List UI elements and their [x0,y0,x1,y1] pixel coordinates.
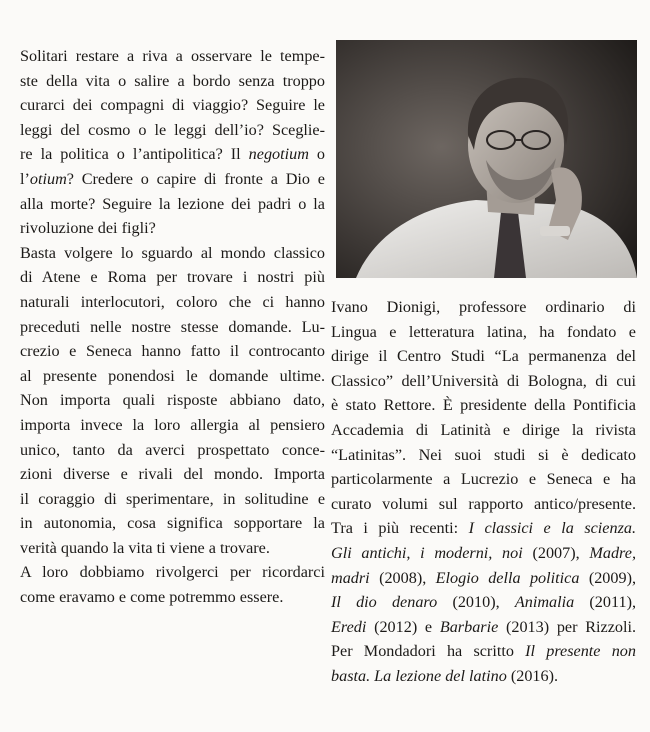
text-line: Eredi (2012) e Barbarie (2013) per Rizzoli. [331,617,637,636]
text-line: re la politica o l’antipolitica? Il negotium o [20,145,326,164]
text-line: ste della vita o salire a bordo senza troppo [20,71,325,90]
text-line: Ivano Dionigi, professore ordinario di [331,298,636,316]
right-column-text [331,295,636,689]
text-line: unico, tanto da averci prospettato conce- [20,440,325,459]
text-line: curarci dei compagni di viaggio? Seguire le [20,96,325,115]
text-line: Classico” dell’Università di Bologna, di cui [331,371,636,390]
text-line: preceduti nelle nostre stesse domande. Lu- [20,317,325,336]
text-line: dirige il Centro Studi “La permanenza del [331,347,636,366]
text-line: Per Mondadori ha scritto Il presente non [331,642,636,661]
author-photo [336,40,637,278]
text-line: l’otium? Credere o capire di fronte a Dio e [20,169,325,188]
text-line: verità quando la vita ti viene a trovare. [20,538,270,557]
left-column-text [20,44,325,610]
text-line: al presente ponendosi le domande ultime. [20,366,325,385]
text-line: zioni diverse e rivali del mondo. Importa [20,465,325,484]
text-line: Gli antichi, i moderni, noi (2007), Madre, [331,543,636,562]
text-line: curato volumi sul rapporto antico/presente. [331,494,636,513]
text-line: Lingua e letteratura latina, ha fondato e [331,322,636,341]
text-line: crezio e Seneca hanno fatto il controcanto [20,342,325,361]
text-line: leggi del cosmo o le leggi dell’io? Sceglie- [20,120,325,139]
text-line: in autonomia, cosa significa sopportare la [20,514,325,533]
text-line: “Latinitas”. Nei suoi studi si è dedicato [331,445,636,464]
text-line: alla morte? Seguire la lezione dei padri o la [20,194,325,213]
text-line: Solitari restare a riva a osservare le tempe- [20,47,325,65]
text-line: il coraggio di sperimentare, in solitudine e [20,489,325,508]
text-line: Non importa quali risposte abbiano dato, [20,391,325,410]
text-line: naturali interlocutori, coloro che ci hanno [20,292,325,311]
text-line: importa invece la loro allergia al pensiero [20,415,325,434]
text-line: Accademia di Latinità e dirige la rivista [331,420,636,439]
author-portrait-icon [336,40,637,278]
text-line: come eravamo e come potremmo essere. [20,588,284,607]
text-line: di Atene e Roma per trovare i nostri più [20,268,325,287]
text-line: A loro dobbiamo rivolgerci per ricordarci [20,563,325,582]
text-line: Il dio denaro (2010), Animalia (2011), [331,593,637,612]
text-line: rivoluzione dei figli? [20,219,156,238]
text-line: Tra i più recenti: I classici e la scienza. [331,519,637,538]
text-line: è stato Rettore. È presidente della Pontificia [331,396,636,415]
text-line: particolarmente a Lucrezio e Seneca e ha [331,470,636,489]
text-line: madri (2008), Elogio della politica (2009), [331,568,637,587]
text-line: Basta volgere lo sguardo al mondo classico [20,243,325,262]
text-line: basta. La lezione del latino (2016). [331,666,559,685]
